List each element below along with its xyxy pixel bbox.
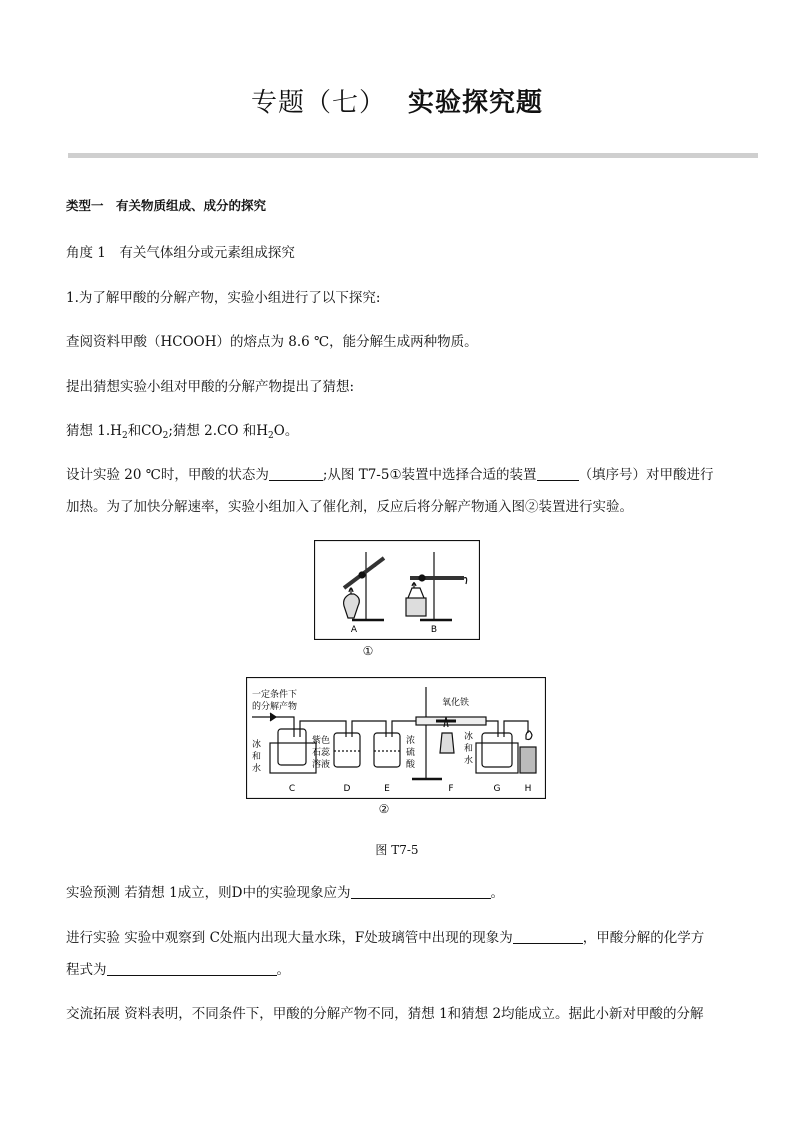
answer-blank-state[interactable] — [269, 466, 323, 481]
page-title — [0, 82, 794, 119]
svg-text:紫色: 紫色 — [312, 736, 331, 746]
svg-text:氧化铁: 氧化铁 — [442, 698, 470, 708]
figure2-label-f: F — [448, 784, 454, 794]
q1-data: 查阅资料甲酸（HCOOH）的熔点为 8.6 ℃，能分解生成两种物质。 — [66, 334, 478, 350]
answer-blank-phenomenon[interactable] — [513, 929, 583, 944]
figure2-number: ② — [378, 802, 390, 816]
inlet-label-line2: 的分解产物 — [252, 702, 298, 712]
figure-caption: 图 T7-5 — [375, 843, 419, 857]
svg-text:浓: 浓 — [406, 736, 416, 746]
inlet-label-line1: 一定条件下 — [252, 690, 298, 700]
svg-text:冰: 冰 — [252, 740, 262, 750]
q1-conduct-line1: 进行实验 实验中观察到 C处瓶内出现大量水珠，F处玻璃管中出现的现象为 ，甲酸分解的化学方 — [66, 930, 705, 946]
figure1-label-b: B — [430, 625, 438, 635]
svg-text:水: 水 — [464, 756, 474, 766]
answer-blank-prediction[interactable] — [351, 884, 491, 899]
svg-text:石蕊: 石蕊 — [312, 748, 331, 758]
figure2-label-g: G — [493, 784, 501, 794]
q1-prediction: 实验预测 若猜想 1成立，则D中的实验现象应为 。 — [66, 885, 504, 901]
figure-heating-devices — [314, 540, 480, 640]
section-type-heading: 类型一 有关物质组成、成分的探究 — [66, 198, 267, 213]
q1-conduct-line2: 程式为 。 — [66, 962, 290, 978]
q1-intro: 1.为了解甲酸的分解产物，实验小组进行了以下探究: — [66, 290, 381, 306]
title-divider — [68, 153, 758, 158]
figure2-label-d: D — [343, 784, 351, 794]
svg-text:硫: 硫 — [406, 748, 416, 758]
answer-blank-device[interactable] — [537, 466, 579, 481]
svg-text:酸: 酸 — [406, 760, 416, 770]
figure2-label-e: E — [384, 784, 390, 794]
q1-hypothesis-intro: 提出猜想实验小组对甲酸的分解产物提出了猜想: — [66, 379, 355, 395]
title-left: 专题（七） — [250, 88, 386, 118]
figure1-label-a: A — [350, 625, 358, 635]
svg-text:冰: 冰 — [464, 732, 474, 742]
section-angle-heading: 角度 1 有关气体组分或元素组成探究 — [66, 245, 295, 261]
svg-text:水: 水 — [252, 764, 262, 774]
q1-hypotheses: 猜想 $1.H_2$和$CO_2$;猜想 2.CO 和$H_2O$。 — [66, 423, 299, 441]
title-right: 实验探究题 — [408, 88, 544, 118]
figure2-label-c: C — [288, 784, 296, 794]
svg-text:和: 和 — [252, 752, 262, 762]
q1-design-line2: 加热。为了加快分解速率，实验小组加入了催化剂，反应后将分解产物通入图②装置进行实验。 — [66, 499, 633, 515]
answer-blank-equation[interactable] — [107, 961, 277, 976]
svg-text:和: 和 — [464, 744, 474, 754]
q1-extension: 交流拓展 资料表明，不同条件下，甲酸的分解产物不同，猜想 1和猜想 2均能成立。据此小新对甲酸的分解 — [66, 1006, 704, 1022]
figure-apparatus-chain — [246, 677, 546, 799]
svg-text:溶液: 溶液 — [312, 760, 331, 770]
figure2-label-h: H — [524, 784, 532, 794]
q1-design-line1: 设计实验 20 ℃时，甲酸的状态为 ;从图 T7-5①装置中选择合适的装置 （填序号）对甲酸进行 — [66, 467, 714, 483]
figure1-number: ① — [362, 644, 374, 658]
